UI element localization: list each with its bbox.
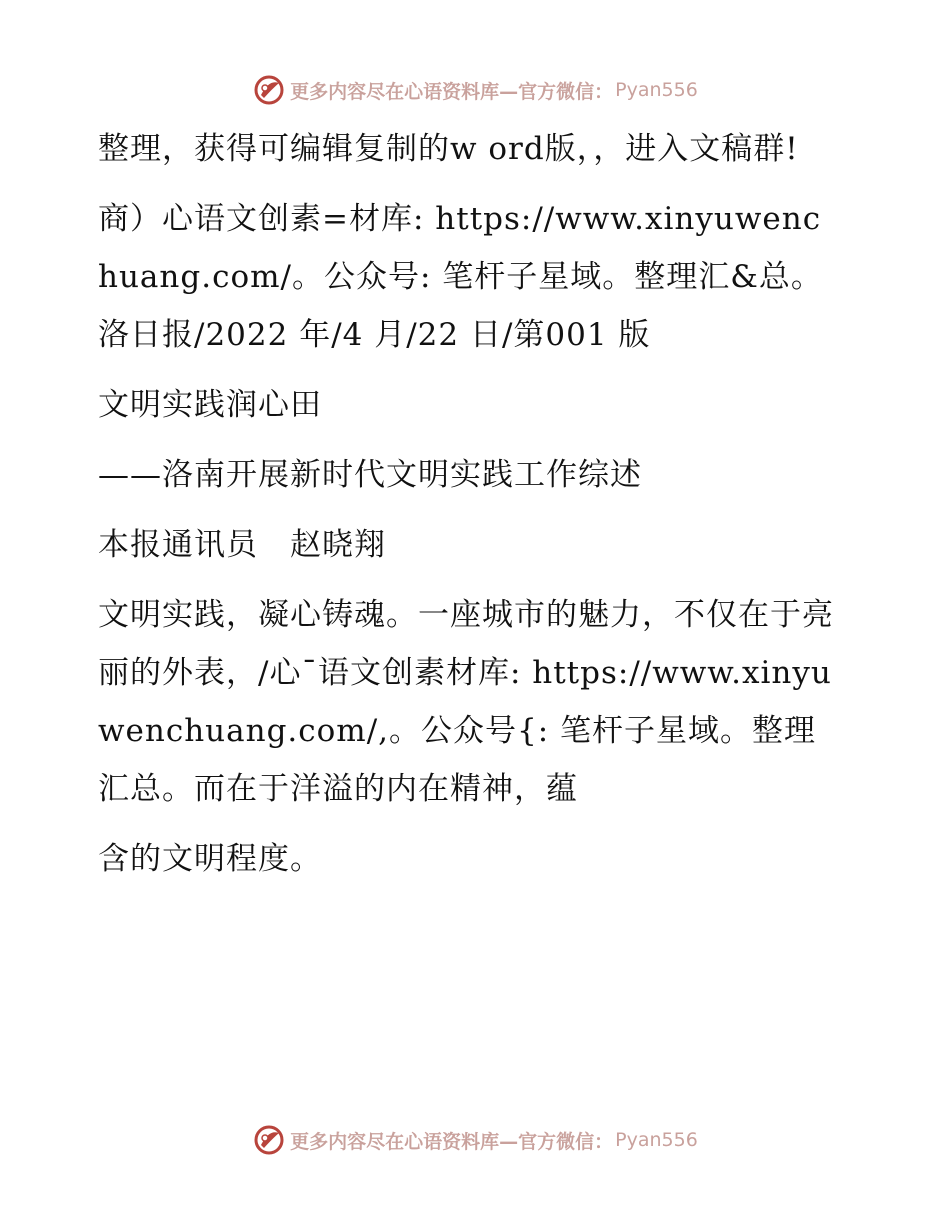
- paragraph-body-end: 含的文明程度。: [98, 841, 322, 877]
- paragraph-intro: 整理，获得可编辑复制的w ord版，，进入文稿群!: [98, 131, 799, 167]
- brand-logo-icon: [252, 1123, 286, 1157]
- document-body: [98, 120, 838, 900]
- brand-logo-icon: [252, 73, 286, 107]
- watermark-wechat-id: Pyan556: [615, 79, 698, 101]
- article-byline: 本报通讯员 赵晓翔: [98, 527, 386, 563]
- footer-watermark: [0, 1120, 950, 1160]
- header-watermark: [0, 70, 950, 110]
- watermark-text: 更多内容尽在心语资料库—官方微信：: [290, 1130, 614, 1153]
- watermark-text: 更多内容尽在心语资料库—官方微信：: [290, 80, 614, 103]
- paragraph-source: 商）心语文创素=材库: https://www.xinyuwenchuang.com/。公众号: 笔杆子星域。整理汇&总。洛日报/2022 年/4 月/22 日/第001 版: [98, 201, 823, 353]
- paragraph-body: 文明实践，凝心铸魂。一座城市的魅力，不仅在于亮丽的外表，/心¯语文创素材库: https://www.xinyuwenchuang.com/,。公众号{: 笔杆子星域。整理汇总。而在于洋溢的内在精神，蕴: [98, 597, 834, 807]
- article-subtitle: ——洛南开展新时代文明实践工作综述: [98, 457, 642, 493]
- article-title: 文明实践润心田: [98, 387, 322, 423]
- watermark-wechat-id: Pyan556: [615, 1129, 698, 1151]
